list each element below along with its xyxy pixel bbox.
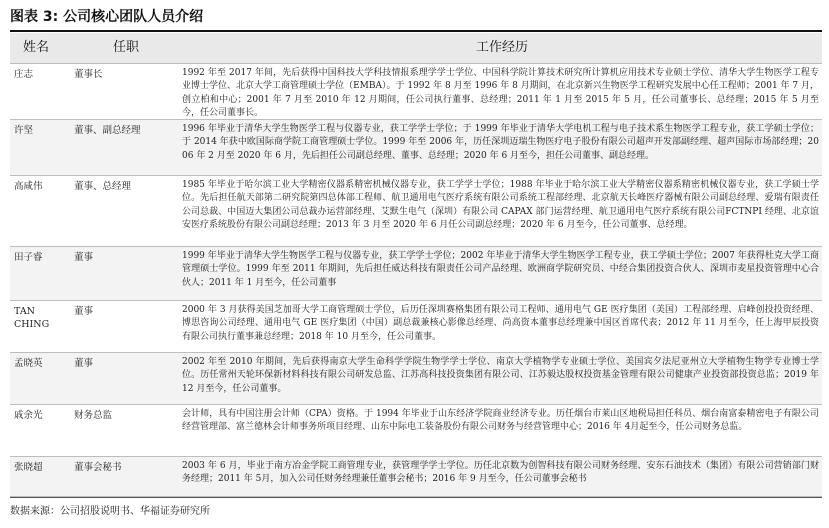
cell-experience: 1999 年毕业于清华大学生物医学工程与仪器专业，获工学学士学位；2002 年毕业于清华大学生物医学工程专业，获工学硕士学位；2007 年获得杜克大学工商管理硕士学位。1999 年至 2011 年期间，先后担任威达科技有限责任公司产品经理、欧洲商学院研究员、中经合集团投资合伙人、深圳市麦星投资管理中心合伙人；2011 年 1 月至今，任公司董事 [182,251,819,288]
table-row [10,120,822,176]
cell-experience: 2003 年 6 月，毕业于南方冶金学院工商管理专业，获管理学学士学位。历任北京数为创智科技有限公司财务经理、安东石油技术（集团）有限公司营销部门财务经理；2011 年 5月，加入公司任财务经理兼任董事会秘书；2016 年 9 月至今，任公司董事会秘书 [182,461,819,485]
cell-position: 董事 [74,358,94,369]
table-row [10,247,822,301]
cell-name: 孟晓英 [14,358,43,369]
cell-experience: 会计师，具有中国注册会计师（CPA）资格。于 1994 年毕业于山东经济学院商业经济专业。历任烟台市莱山区地税局担任科员、烟台南富泰精密电子有限公司经营管理部、富兰德林会计师事务所项目经理、山东中际电工装备股份有限公司财务与经营管理中心；2016 年 4月起至今，任公司财务总监。 [182,409,819,433]
cell-position: 董事、副总经理 [74,125,141,136]
cell-position: 董事 [74,306,94,317]
header-position: 任职 [112,40,139,55]
cell-experience: 1992 年至 2017 年间，先后获得中国科技大学科技情报系理学学士学位、中国科学院计算技术研究所计算机应用技术专业硕士学位、清华大学生物医学工程专业博士学位、北京大学工商管理硕士学位（EMBA）。于 1992 年 8 月至 1996 年 8 月期间，在北京新兴生物医学工程研究发展中心任工程师；2001 年 7 月，创立柏和中心；2001 年 7 月至 2010 年 12 月期间，任公司执行董事、总经理；2011 年 1 月至 2015 年 5 月，任公司董事长、总经理；2015 年 5 月至今，任公司董事长。 [182,68,819,119]
cell-name: TAN CHING [14,306,50,330]
table-row [10,405,822,457]
table-row [10,353,822,405]
cell-position: 董事长 [74,69,103,80]
header-name: 姓名 [22,40,49,55]
cell-name: 庄志 [14,69,34,80]
cell-experience: 1996 年毕业于清华大学生物医学工程与仪器专业，获工学学士学位；于 1999 年毕业于清华大学电机工程与电子技术系生物医学工程专业，获工学硕士学位；于 2014 年获中欧国际商学院工商管理硕士学位。1999 年至 2006 年，历任深圳迈瑞生物医疗电子股份有限公司超声开发部副经理、超声国际市场部经理；2006 年 2 月至 2020 年 6 月，先后担任公司副总经理、董事、总经理；2020 年 6 月至今，担任公司董事、副总经理。 [182,124,819,161]
cell-name: 许坚 [14,125,34,136]
table-row [10,64,822,120]
cell-position: 董事、总经理 [74,181,132,192]
exhibit-title: 图表 3: 公司核心团队人员介绍 [10,9,204,25]
bottom-rule [10,497,822,498]
table-header [10,33,822,64]
title-rule [10,30,822,32]
table-row [10,301,822,353]
table-row [10,457,822,497]
cell-experience: 1985 年毕业于哈尔滨工业大学精密仪器系精密机械仪器专业，获工学学士学位；1988 年毕业于哈尔滨工业大学精密仪器系精密机械仪器专业，获工学硕士学位。先后担任航天部第二研究院第四总体部工程师、航卫通用电气医疗系统有限公司系统工程部经理、北京航天长峰医疗器械有限公司副总经理、爱瑞有限责任公司总裁、中国迈大集团公司总裁办运营部经理、艾默生电气（深圳）有限公司 CAPAX 部门运营经理、航卫通用电气医疗系统有限公司FCTNPI 经理、北京谊安医疗系统股份有限公司副总经理；2013 年 3 月至 2020 年 6 月任公司副总经理；2020 年 6 月至今，任公司董事、总经理。 [182,180,819,231]
cell-name: 张晓超 [14,462,43,473]
cell-name: 戚余光 [14,410,43,421]
cell-position: 董事会秘书 [74,462,122,473]
cell-position: 财务总监 [74,410,113,421]
table-row [10,176,822,247]
cell-name: 田子睿 [14,252,43,263]
cell-position: 董事 [74,252,94,263]
source-note: 数据来源：公司招股说明书、华福证券研究所 [10,506,210,517]
cell-experience: 2000 年 3 月获得美国芝加哥大学工商管理硕士学位，后历任深圳赛格集团有限公司工程师、通用电气 GE 医疗集团（美国）工程部经理、启峰创投投资经理、博思咨询公司经理、通用电气 GE 医疗集团（中国）副总裁兼核心影像总经理、尚高资本董事总经理兼中国区首席代表；2012 年 11 月至今，任上海甲辰投资有限公司执行董事兼总经理；2018 年 10 月至今，任公司董事。 [182,305,819,342]
cell-experience: 2002 年至 2010 年期间，先后获得南京大学生命科学学院生物学学士学位、南京大学植物学专业硕士学位、美国宾夕法尼亚州立大学植物生物学专业博士学位。历任常州天轮环保新材料科技有限公司研发总监、江苏高科技投资集团有限公司、江苏毅达股权投资基金管理有限公司健康产业投资部投资总监；2019 年 12 月至今，任公司董事。 [182,357,819,394]
header-experience: 工作经历 [475,40,528,55]
cell-name: 高咸伟 [14,181,43,192]
